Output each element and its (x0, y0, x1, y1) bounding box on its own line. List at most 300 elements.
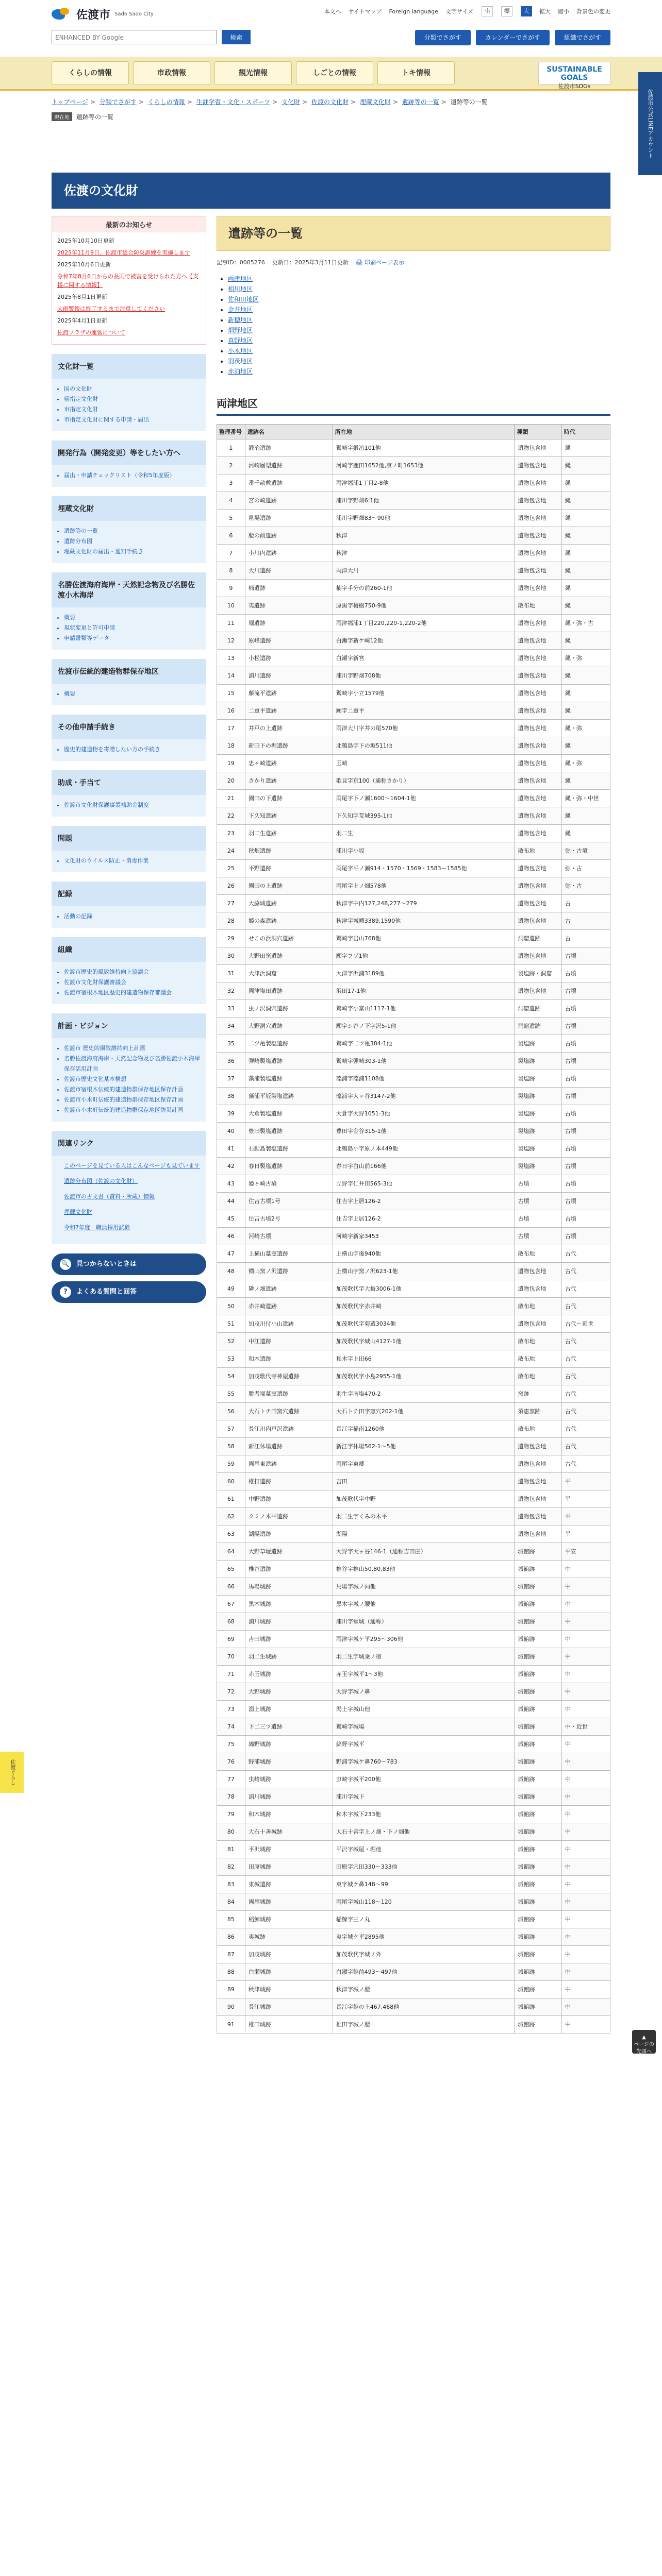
cell-location: 大野字大ヶ谷146-1（通称吉田庄） (333, 1543, 515, 1561)
cell-type: 散布地 (515, 1298, 561, 1315)
cell-type: 遺物包含地 (515, 895, 561, 912)
area-anchor-item (228, 315, 610, 325)
cell-site-name: 楠遺跡 (245, 580, 333, 597)
table-row (217, 1631, 610, 1648)
table-row (217, 667, 610, 685)
sidebar-link[interactable]: • 申請書類等データ (64, 633, 200, 643)
cell-site-name: 浦川城跡 (245, 1613, 333, 1631)
breadcrumb-item[interactable]: くらしの情報 (147, 98, 185, 106)
table-row (217, 650, 610, 667)
cell-site-name: 赤玉城跡 (245, 1666, 333, 1683)
cell-location: 和木字城下233他 (333, 1806, 515, 1823)
cell-number: 52 (217, 1333, 245, 1350)
cell-type: 散布地 (515, 1333, 561, 1350)
cell-type: 遺物包含地 (515, 439, 561, 457)
cell-number: 64 (217, 1543, 245, 1561)
cell-location: 玉崎 (333, 755, 515, 772)
related-link[interactable]: 遺跡分布図（佐渡の文化財） (64, 1178, 138, 1184)
search-by-category-button[interactable]: 分類でさがす (415, 30, 471, 45)
cell-type: 城館跡 (515, 1683, 561, 1701)
table-row (217, 685, 610, 702)
breadcrumb-item[interactable]: 生涯学習・文化・スポーツ (196, 98, 271, 106)
table-row (217, 877, 610, 895)
cell-number: 87 (217, 1946, 245, 1963)
sidebar-link[interactable]: • 埋蔵文化財の届出・通知手続き (64, 547, 200, 557)
cell-site-name: 忠ヶ崎遺跡 (245, 755, 333, 772)
cell-site-name: 野浦城跡 (245, 1753, 333, 1771)
cell-type: 遺物包含地 (515, 615, 561, 632)
cell-era: 中 (561, 1928, 610, 1946)
search-input[interactable]: ENHANCED BY Google (52, 30, 217, 44)
cell-number: 70 (217, 1648, 245, 1666)
cell-number: 12 (217, 632, 245, 650)
area-anchor-link[interactable]: 小木地区 (228, 347, 253, 354)
cell-site-name: 堀遺跡 (245, 615, 333, 632)
sidebar-section-title: 記録 (52, 882, 206, 906)
area-anchor-list (217, 274, 610, 377)
news-title: 最新のお知らせ (52, 216, 206, 232)
cell-era: 縄・弥・中世 (561, 790, 610, 807)
area-anchor-link[interactable]: 畑野地区 (228, 327, 253, 334)
site-logo[interactable] (52, 6, 154, 22)
util-bgcolor-link[interactable]: 背景色の変更 (576, 8, 610, 15)
cell-site-name: 両尾東遺跡 (245, 1455, 333, 1473)
table-row (217, 1333, 610, 1350)
cell-number: 56 (217, 1403, 245, 1420)
table-row (217, 1543, 610, 1561)
cell-location: 白瀬字館前493～497他 (333, 1963, 515, 1981)
cell-number: 1 (217, 439, 245, 457)
area-anchor-link[interactable]: 羽茂地区 (228, 358, 253, 365)
cell-site-name: 黒木城跡 (245, 1596, 333, 1613)
cell-era: 縄 (561, 580, 610, 597)
search-button[interactable]: 検索 (222, 30, 251, 44)
cell-type: 城館跡 (515, 1543, 561, 1561)
news-link[interactable]: 大雨警報は終了するまで注意してください (57, 306, 165, 312)
cell-era: 古墳 (561, 1175, 610, 1193)
sidebar-link[interactable]: • 佐渡市文化財保護審議会 (64, 977, 200, 988)
util-language-link[interactable]: Foreign language (389, 8, 438, 15)
cell-number: 28 (217, 912, 245, 930)
cell-location: 秋津 (333, 545, 515, 562)
cell-number: 61 (217, 1490, 245, 1508)
area-anchor-item (228, 304, 610, 315)
sidebar-link[interactable]: • 国の文化財 (64, 384, 200, 394)
cell-number: 48 (217, 1263, 245, 1280)
cell-type: 城館跡 (515, 1666, 561, 1683)
cell-number: 53 (217, 1350, 245, 1368)
sidebar-link[interactable]: • 現状変更と許可申請 (64, 623, 200, 633)
table-row (217, 492, 610, 510)
cell-era: 古墳 (561, 1158, 610, 1175)
cell-number: 78 (217, 1788, 245, 1806)
cell-type: 城館跡 (515, 1806, 561, 1823)
cell-location: 藻浦字藻浦1108他 (333, 1070, 515, 1088)
gnav-living[interactable]: くらしの情報 (52, 61, 129, 85)
cell-site-name: 秋畑遺跡 (245, 842, 333, 860)
table-row (217, 1263, 610, 1280)
cell-type: 遺物包含地 (515, 685, 561, 702)
cell-era: 古墳 (561, 1018, 610, 1035)
sidebar-link[interactable]: • 概要 (64, 689, 200, 699)
sidebar-link[interactable]: • 名勝佐渡海府海岸・天然記念物及び名勝佐渡小木海岸保存活用計画 (64, 1054, 200, 1074)
gnav-jobs[interactable]: しごとの情報 (296, 61, 373, 85)
table-row (217, 860, 610, 877)
area-anchor-link[interactable]: 金井地区 (228, 306, 253, 313)
cell-number: 10 (217, 597, 245, 615)
cell-site-name: 中野遺跡 (245, 1490, 333, 1508)
sidebar-link[interactable]: • 佐渡市小木町伝統的建造物群保存地区保存計画 (64, 1095, 200, 1105)
sidebar-link[interactable]: • 佐渡市 歴史的風致維持向上計画 (64, 1043, 200, 1054)
table-row (217, 1893, 610, 1911)
cell-location: 加茂歌代字城山4127-1他 (333, 1333, 515, 1350)
cell-site-name: 和木城跡 (245, 1806, 333, 1823)
news-item (57, 248, 201, 257)
cell-type: 散布地 (515, 1368, 561, 1385)
sidebar-section (52, 1013, 206, 1122)
area-anchor-link[interactable]: 新穂地区 (228, 316, 253, 324)
sidebar-section-title: その他申請手続き (52, 715, 206, 739)
sidebar-section-title: 組織 (52, 937, 206, 962)
cell-type: 遺物包含地 (515, 1508, 561, 1526)
sdgs-banner[interactable] (538, 62, 610, 90)
gnav-tourism[interactable]: 観光情報 (214, 61, 292, 85)
cell-location: 加茂歌代字菊蔵3034他 (333, 1315, 515, 1333)
table-row (217, 702, 610, 720)
cell-era: 中 (561, 1858, 610, 1876)
cell-era: 古代～近世 (561, 1315, 610, 1333)
cell-type: 洞窟遺跡 (515, 1018, 561, 1035)
related-link[interactable]: 佐渡市の古文書（資料・所蔵）情報 (64, 1193, 155, 1200)
fontsize-standard-button[interactable]: 標 (501, 6, 512, 16)
cell-number: 32 (217, 982, 245, 1000)
search-fail-button[interactable] (52, 1253, 206, 1275)
cell-site-name: 住吉古墳1号 (245, 1193, 333, 1210)
table-row (217, 1613, 610, 1631)
breadcrumb-item[interactable]: 文化財 (282, 98, 301, 106)
cell-era: 中 (561, 1578, 610, 1596)
cell-type: 散布地 (515, 1245, 561, 1263)
cell-era: 縄 (561, 597, 610, 615)
cell-era: 古墳 (561, 982, 610, 1000)
sidebar-section (52, 715, 206, 761)
news-item (57, 328, 201, 337)
cell-site-name: 藤滝平遺跡 (245, 685, 333, 702)
cell-era: 縄 (561, 439, 610, 457)
table-row (217, 1105, 610, 1123)
sado-life-badge[interactable]: 佐渡ぐらし (0, 1752, 24, 1793)
news-link[interactable]: 2025年11月9日、佐渡市総合防災訓練を実施します (57, 249, 190, 256)
search-by-org-button[interactable]: 組織でさがす (555, 30, 610, 45)
cell-era: 中 (561, 1683, 610, 1701)
site-header (0, 0, 662, 57)
cell-era: 弥・古 (561, 860, 610, 877)
cell-site-name: 加茂城跡 (245, 1946, 333, 1963)
news-date: 2025年10月10日更新 (57, 238, 114, 244)
cell-location: 両尾字東郷 (333, 1455, 515, 1473)
table-row (217, 1806, 610, 1823)
sidebar-link[interactable]: • 市指定文化財 (64, 404, 200, 415)
cell-site-name: 河崎古墳 (245, 1228, 333, 1245)
cell-location: 浦川字野畑6:1他 (333, 492, 515, 510)
breadcrumb-item[interactable]: 分類でさがす (99, 98, 137, 106)
table-row (217, 1000, 610, 1018)
sidebar-link[interactable]: • 概要 (64, 613, 200, 623)
cell-number: 73 (217, 1701, 245, 1718)
sidebar-link[interactable]: • 歴史的建造物を寄贈したい方の手続き (64, 744, 200, 755)
cell-number: 77 (217, 1771, 245, 1788)
cell-era: 中・近世 (561, 1718, 610, 1736)
sidebar-link[interactable]: • 佐渡市小木町伝統的建造物群保存地区防災計画 (64, 1105, 200, 1115)
cell-number: 18 (217, 737, 245, 755)
related-link[interactable]: 令和7年度 職員採用試験 (64, 1224, 130, 1231)
cell-site-name: 平野遺跡 (245, 860, 333, 877)
print-link[interactable]: 🖨 印刷ページ表示 (355, 259, 404, 266)
table-row (217, 1385, 610, 1403)
cell-era: 中 (561, 1911, 610, 1928)
related-title: 関連リンク (52, 1131, 206, 1156)
cell-location: 大石トチ田字窯穴202-1他 (333, 1403, 515, 1420)
cell-location: 浦川字城下 (333, 1788, 515, 1806)
related-link[interactable]: 埋蔵文化財 (64, 1209, 92, 1215)
cell-era: 縄 (561, 545, 610, 562)
cell-era: 中 (561, 2016, 610, 2033)
back-to-top-label: ページの先頭へ (634, 2042, 654, 2055)
cell-number: 27 (217, 895, 245, 912)
table-row (217, 790, 610, 807)
cell-location: 河崎字新家3453 (333, 1228, 515, 1245)
cell-location: 鷲崎字小富山1117-1他 (333, 1000, 515, 1018)
sidebar-link[interactable]: • 届出・申請チェックリスト（令和5年度版） (64, 470, 200, 481)
cell-location: 田原字穴田330～333他 (333, 1858, 515, 1876)
related-link[interactable]: このページを見ている人はこんなページも見ています (64, 1162, 200, 1169)
cell-number: 50 (217, 1298, 245, 1315)
cell-number: 24 (217, 842, 245, 860)
news-link[interactable]: 佐渡プラザの運営について (57, 329, 125, 336)
news-link[interactable]: 令和7年8月6日からの長雨で被害を受けられた方へ【支援に関する情報】 (57, 273, 198, 289)
sidebar-link[interactable]: • 佐渡市歴史文化基本構想 (64, 1074, 200, 1084)
cell-era: 中 (561, 1981, 610, 1998)
cell-site-name: 大野城跡 (245, 1683, 333, 1701)
breadcrumb-item[interactable]: 佐渡の文化財 (311, 98, 349, 106)
search-icon: 🔍 (60, 1259, 71, 1270)
cell-location: 住吉字上居126-2 (333, 1193, 515, 1210)
line-account-tab[interactable]: 佐渡市公式LINEアカウント (638, 72, 662, 175)
table-row (217, 825, 610, 842)
sidebar-sections (52, 354, 206, 1122)
table-row (217, 1998, 610, 2016)
cell-era: 古墳 (561, 1035, 610, 1053)
cell-site-name: 田原城跡 (245, 1858, 333, 1876)
cell-era: 縄・弥 (561, 720, 610, 737)
cell-site-name: クミノ木平遺跡 (245, 1508, 333, 1526)
sidebar-section-list (52, 521, 206, 563)
table-body (217, 439, 610, 2033)
sidebar-link[interactable]: • 遺跡等の一覧 (64, 526, 200, 536)
cell-type: 遺物包含地 (515, 912, 561, 930)
area-anchor-link[interactable]: 赤泊地区 (228, 368, 253, 375)
table-row (217, 510, 610, 527)
breadcrumb-item[interactable]: トップページ (52, 98, 88, 106)
cell-era: 古墳 (561, 1088, 610, 1105)
cell-location: 加茂歌代字城ノ外 (333, 1946, 515, 1963)
cell-type: 城館跡 (515, 1963, 561, 1981)
area-anchor-link[interactable]: 佐和田地区 (228, 296, 259, 303)
cell-era: 中 (561, 1631, 610, 1648)
cell-type: 散布地 (515, 1350, 561, 1368)
cell-type: 製塩跡 (515, 1088, 561, 1105)
cell-era: 中 (561, 1613, 610, 1631)
util-shrink-link[interactable]: 縮小 (558, 8, 569, 15)
table-row (217, 1718, 610, 1736)
sidebar-link[interactable]: • 活動の記録 (64, 911, 200, 922)
cell-site-name: 平沢城跡 (245, 1841, 333, 1858)
cell-location: 新江字休場562-1～5他 (333, 1438, 515, 1455)
breadcrumb-item[interactable]: 埋蔵文化財 (359, 98, 391, 106)
area-anchor-link[interactable]: 真野地区 (228, 337, 253, 344)
sidebar-link[interactable]: • 佐渡市宿根木地区歴史的建造物保存審議会 (64, 988, 200, 998)
cell-number: 26 (217, 877, 245, 895)
cell-number: 35 (217, 1035, 245, 1053)
cell-era: 古墳 (561, 1123, 610, 1140)
area-anchor-link[interactable]: 相川地区 (228, 285, 253, 293)
sidebar-link[interactable]: • 遺跡分布図 (64, 536, 200, 547)
cell-type: 城館跡 (515, 1596, 561, 1613)
cell-number: 6 (217, 527, 245, 545)
cell-type: 城館跡 (515, 1788, 561, 1806)
city-emblem-icon (52, 8, 72, 21)
cell-type: 遺物包含地 (515, 545, 561, 562)
search-by-calendar-button[interactable]: カレンダーでさがす (476, 30, 550, 45)
cell-site-name: 姫の森遺跡 (245, 912, 333, 930)
cell-type: 古墳 (515, 1193, 561, 1210)
cell-number: 36 (217, 1053, 245, 1070)
cell-number: 23 (217, 825, 245, 842)
cell-site-name: 藻浦平坂製塩遺跡 (245, 1088, 333, 1105)
cell-era: 古 (561, 930, 610, 947)
sidebar-section (52, 496, 206, 563)
cell-site-name: 鍛冶遺跡 (245, 439, 333, 457)
sidebar-link[interactable]: • 佐渡市宿根木伝統的建造物群保存地区保存計画 (64, 1084, 200, 1095)
table-row (217, 545, 610, 562)
cell-era: 古代 (561, 1280, 610, 1298)
cell-site-name: 両津塩田遺跡 (245, 982, 333, 1000)
breadcrumb-item[interactable]: 遺跡等の一覧 (402, 98, 439, 106)
table-row (217, 1228, 610, 1245)
sidebar-link[interactable]: • 佐渡市歴史的風致維持向上協議会 (64, 967, 200, 977)
cell-site-name: 中江遺跡 (245, 1333, 333, 1350)
cell-type: 遺物包含地 (515, 982, 561, 1000)
cell-site-name: 新田下の堀遺跡 (245, 737, 333, 755)
cell-era: 縄・弥 (561, 650, 610, 667)
back-to-top-button[interactable] (632, 2030, 656, 2054)
util-skip-link[interactable]: 本文へ (324, 8, 341, 15)
area-anchor-item (228, 356, 610, 366)
cell-type: 城館跡 (515, 1613, 561, 1631)
sidebar-link[interactable]: • 市指定文化財に関する申請・届出 (64, 415, 200, 425)
gnav-city-admin[interactable]: 市政情報 (133, 61, 210, 85)
cell-site-name: せこの浜洞穴遺跡 (245, 930, 333, 947)
faq-button[interactable] (52, 1281, 206, 1303)
header-search-buttons (415, 30, 610, 45)
cell-location: 願字フゾ1他 (333, 947, 515, 965)
cell-type: 古墳 (515, 1228, 561, 1245)
cell-site-name: 馬場城跡 (245, 1578, 333, 1596)
cell-era: 古墳 (561, 965, 610, 982)
sidebar-section-list (52, 739, 206, 761)
related-links-box (52, 1131, 206, 1244)
cell-era: 縄 (561, 737, 610, 755)
util-sitemap-link[interactable]: サイトマップ (348, 8, 382, 15)
cell-era: 中 (561, 1963, 610, 1981)
cell-type: 製塩跡 (515, 1053, 561, 1070)
cell-number: 76 (217, 1753, 245, 1771)
table-row (217, 1788, 610, 1806)
cell-number: 68 (217, 1613, 245, 1631)
cell-site-name: 二ツ亀製塩遺跡 (245, 1035, 333, 1053)
cell-location: 北鵜島字下の坂511他 (333, 737, 515, 755)
table-row (217, 1963, 610, 1981)
sidebar-link[interactable]: • 佐渡市文化財保護事業補助金制度 (64, 800, 200, 810)
sidebar-section-title: 助成・手当て (52, 770, 206, 795)
fontsize-big-button[interactable]: 大 (521, 6, 532, 16)
cell-site-name: 東城遺跡 (245, 1876, 333, 1893)
cell-site-name: 潟上城跡 (245, 1701, 333, 1718)
cell-site-name: 浦川遺跡 (245, 667, 333, 685)
cell-type: 散布地 (515, 842, 561, 860)
area-anchor-item (228, 366, 610, 377)
global-nav (0, 57, 662, 91)
area-anchor-link[interactable]: 両津地区 (228, 275, 253, 282)
cell-era: 中 (561, 1701, 610, 1718)
gnav-toki[interactable]: トキ情報 (377, 61, 455, 85)
table-row (217, 597, 610, 615)
cell-site-name: 弾崎製塩遺跡 (245, 1053, 333, 1070)
cell-number: 29 (217, 930, 245, 947)
cell-location: 綿野字城平 (333, 1736, 515, 1753)
cell-site-name: 井戸の上遺跡 (245, 720, 333, 737)
table-row (217, 912, 610, 930)
cell-site-name: 椎打遺跡 (245, 1473, 333, 1490)
search-fail-label: 見つからないときは (76, 1260, 137, 1268)
cell-era: 縄 (561, 632, 610, 650)
cell-type: 遺物包含地 (515, 1526, 561, 1543)
table-row (217, 1018, 610, 1035)
cell-era: 古墳 (561, 1140, 610, 1158)
cell-number: 19 (217, 755, 245, 772)
fontsize-small-button[interactable]: 小 (482, 6, 493, 16)
cell-number: 34 (217, 1018, 245, 1035)
cell-type: 製塩跡 (515, 1070, 561, 1088)
cell-type: 遺物包含地 (515, 790, 561, 807)
cell-era: 古墳 (561, 1210, 610, 1228)
sidebar-section (52, 937, 206, 1004)
cell-location: 羽二生字城乗ノ宿 (333, 1648, 515, 1666)
table-row (217, 1035, 610, 1053)
cell-location: 両尾字上ノ畑578他 (333, 877, 515, 895)
sidebar-section-title: 文化財一覧 (52, 354, 206, 379)
cell-era: 縄 (561, 474, 610, 492)
cell-location: 両尾字下ノ瀬1600～1604-1他 (333, 790, 515, 807)
cell-era: 縄 (561, 510, 610, 527)
cell-site-name: 大津浜洞窟 (245, 965, 333, 982)
cell-era: 古墳 (561, 1053, 610, 1070)
cell-site-name: 上横山墓窯遺跡 (245, 1245, 333, 1263)
sidebar-link[interactable]: • 文化財のウイルス防止・消毒作業 (64, 856, 200, 866)
cell-type: 城館跡 (515, 1841, 561, 1858)
util-enlarge-link[interactable]: 拡大 (539, 8, 551, 15)
sidebar-link[interactable]: • 県指定文化財 (64, 394, 200, 404)
